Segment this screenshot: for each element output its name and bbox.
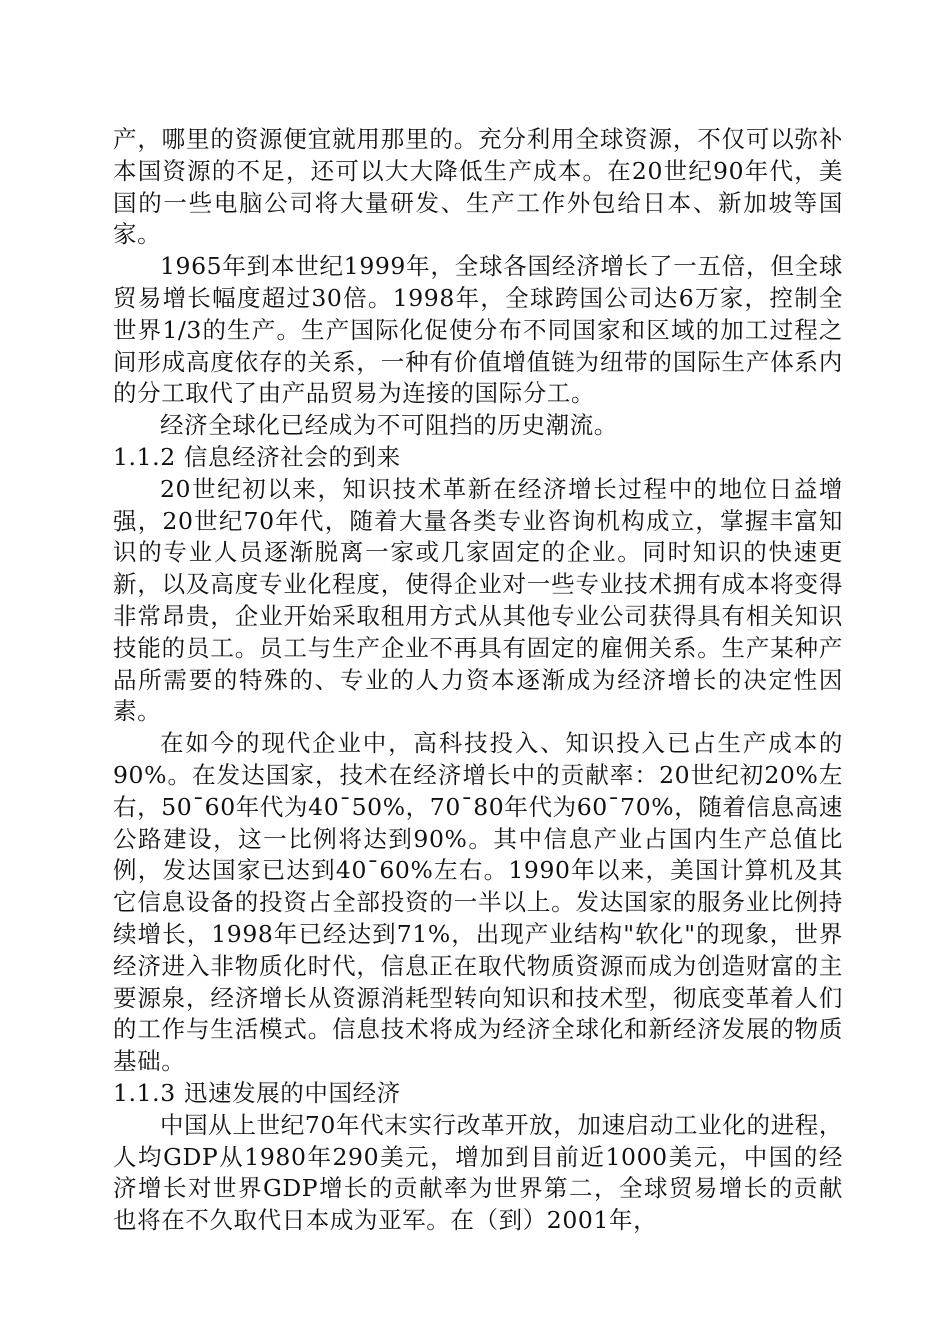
section-heading-1-1-3: 1.1.3 迅速发展的中国经济 bbox=[113, 1078, 401, 1107]
document-page bbox=[113, 124, 843, 1237]
paragraph-china-economy: 中国从上世纪70年代末实行改革开放，加速启动工业化的进程，人均GDP从1980年290美元，增加到目前近1000美元，中国的经济增长对世界GDP增长的贡献率为世界第二，全球贸易增长的贡献也将在不久取代日本成为亚军。在（到）2001年， bbox=[113, 1110, 843, 1235]
paragraph-intro-continuation: 产，哪里的资源便宜就用那里的。充分利用全球资源，不仅可以弥补本国资源的不足，还可以大大降低生产成本。在20世纪90年代，美国的一些电脑公司将大量研发、生产工作外包给日本、新加坡等国家。 bbox=[113, 125, 843, 249]
paragraph-knowledge-innovation: 20世纪初以来，知识技术革新在经济增长过程中的地位日益增强，20世纪70年代，随着大量各类专业咨询机构成立，掌握丰富知识的专业人员逐渐脱离一家或几家固定的企业。同时知识的快速更新，以及高度专业化程度，使得企业对一些专业技术拥有成本将变得非常昂贵，企业开始采取租用方式从其他专业公司获得具有相关知识技能的员工。员工与生产企业不再具有固定的雇佣关系。生产某种产品所需要的特殊的、专业的人力资本逐渐成为经济增长的决定性因素。 bbox=[113, 474, 843, 726]
paragraph-globalization-trend: 经济全球化已经成为不可阻挡的历史潮流。 bbox=[160, 411, 618, 440]
paragraph-global-trade-growth: 1965年到本世纪1999年，全球各国经济增长了一五倍，但全球贸易增长幅度超过30倍。1998年，全球跨国公司达6万家，控制全世界1/3的生产。生产国际化促使分布不同国家和区域的加工过程之间形成高度依存的关系，一种有价值增值链为纽带的国际生产体系内的分工取代了由产品贸易为连接的国际分工。 bbox=[113, 252, 843, 408]
section-heading-1-1-2: 1.1.2 信息经济社会的到来 bbox=[113, 442, 401, 471]
paragraph-modern-enterprise: 在如今的现代企业中，高科技投入、知识投入已占生产成本的90%。在发达国家，技术在经济增长中的贡献率：20世纪初20%左右，50¯60年代为40¯50%，70¯80年代为60¯70%，随着信息高速公路建设，这一比例将达到90%。其中信息产业占国内生产总值比例，发达国家已达到40¯60%左右。1990年以来，美国计算机及其它信息设备的投资占全部投资的一半以上。发达国家的服务业比例持续增长，1998年已经达到71%，出现产业结构"软化"的现象，世界经济进入非物质化时代，信息正在取代物质资源而成为创造财富的主要源泉，经济增长从资源消耗型转向知识和技术型，彻底变革着人们的工作与生活模式。信息技术将成为经济全球化和新经济发展的物质基础。 bbox=[113, 729, 843, 1076]
